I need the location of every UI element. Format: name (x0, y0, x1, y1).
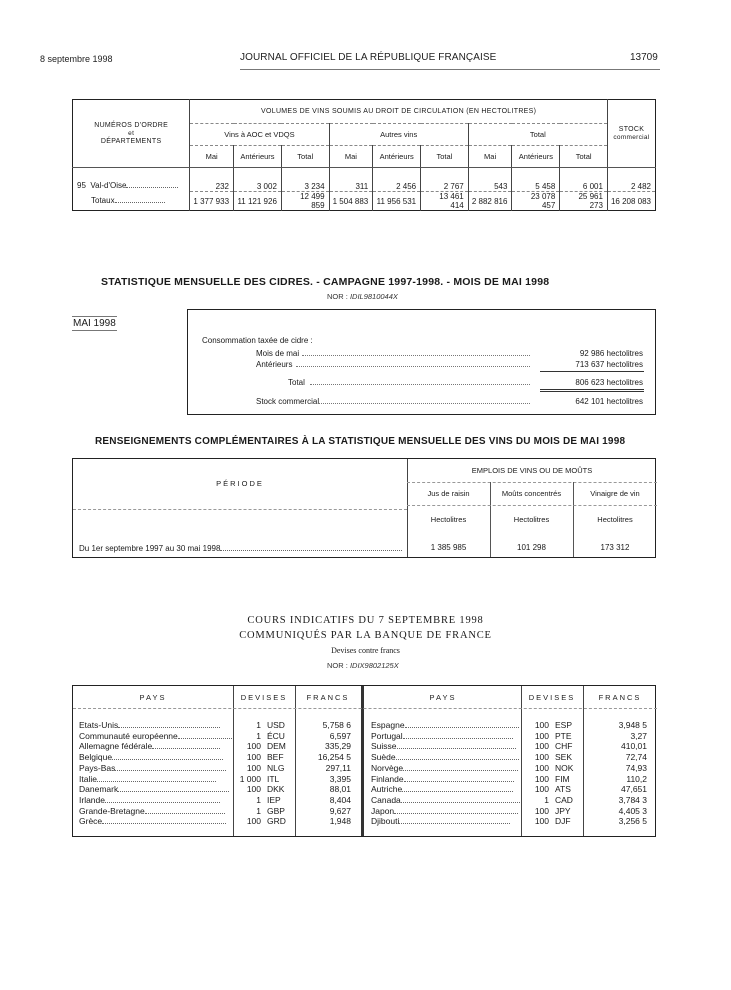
country-name (79, 816, 226, 826)
group-header: Vins à AOC et VDQS (190, 124, 329, 146)
country-label: Communauté européenne (79, 730, 178, 741)
nor-label: NOR : (327, 292, 348, 301)
group-header: Total (468, 124, 607, 146)
quantity: 100 (534, 773, 549, 784)
leader-dots (296, 360, 530, 367)
nor-code: IDIL9810044X (349, 292, 398, 301)
cell: 3 002 (234, 168, 282, 192)
period-text: Du 1er septembre 1997 au 30 mai 1998 (79, 544, 221, 553)
leader-dots (310, 378, 530, 385)
cell: 1 504 883 (329, 192, 373, 211)
currency-code: JPY (555, 805, 571, 816)
currency-code: DJF (555, 816, 571, 827)
rate-value: 3,784 3 (618, 794, 647, 805)
cidre-section-title: STATISTIQUE MENSUELLE DES CIDRES. - CAMPAGNE 1997-1998. - MOIS DE MAI 1998 (101, 276, 550, 288)
rate-value: 9,627 (329, 805, 351, 816)
rate-value: 110,2 (626, 773, 647, 784)
cidre-line-value (575, 397, 643, 406)
row-header-line: NUMÉROS D'ORDRE (94, 122, 169, 129)
country-label: Japon (371, 805, 395, 816)
value-cell: 173 312 (600, 543, 630, 552)
group-header: EMPLOIS DE VINS OU DE MOÛTS (471, 466, 593, 475)
country-label: Suisse (371, 741, 397, 752)
nor-label: NOR : (327, 661, 348, 670)
rate-value: 335,29 (325, 741, 351, 752)
divider (407, 505, 657, 506)
country-name (371, 816, 510, 826)
cell: 2 882 816 (468, 192, 512, 211)
quantity: 100 (534, 730, 549, 741)
cell: 3 234 (281, 168, 329, 192)
currency-code: ÉCU (267, 730, 285, 741)
quantity: 100 (534, 816, 549, 827)
month-label: MAI 1998 (73, 318, 116, 329)
country-label: Belgique (79, 752, 113, 763)
country-name (79, 784, 229, 794)
country-name (371, 752, 519, 762)
devises-header: DEVISES (528, 693, 576, 702)
rate-value: 3,27 (630, 730, 647, 741)
row-header (73, 100, 190, 168)
rate-value: 16,254 5 (317, 752, 351, 763)
cell: 23 078 457 (512, 192, 560, 211)
unit: hectolitres (606, 378, 643, 387)
country-label: Pays-Bas (79, 762, 116, 773)
cidre-line-value (580, 349, 643, 358)
rate-value: 3,948 5 (618, 720, 647, 730)
cours-title-2: COMMUNIQUÉS PAR LA BANQUE DE FRANCE (239, 630, 492, 641)
cell: 1 377 933 (190, 192, 234, 211)
cell: 2 767 (421, 168, 469, 192)
row-header-line: et (128, 130, 135, 137)
cidre-line-value (575, 378, 643, 387)
cidre-line-label: Antérieurs (256, 360, 293, 369)
cell: 11 956 531 (373, 192, 421, 211)
value: 92 986 (579, 349, 605, 358)
cidre-line-value (575, 360, 643, 369)
country-name (371, 763, 518, 773)
unit: hectolitres (606, 349, 643, 358)
total-rule (540, 389, 644, 392)
row-label (73, 168, 190, 192)
rate-value: 5,758 6 (322, 720, 351, 730)
country-label: Djibouti (371, 816, 400, 827)
stock-header-line: STOCK (618, 125, 645, 133)
col-header: Moûts concentrés (501, 489, 562, 498)
currency-code: USD (267, 720, 285, 730)
row-header-line: DÉPARTEMENTS (100, 138, 162, 145)
unit-label: Hectolitres (513, 515, 550, 524)
rate-value: 6,597 (329, 730, 351, 741)
group-header: Autres vins (329, 124, 468, 146)
stock-header-line: commercial (613, 133, 650, 141)
currency-code: FIM (555, 773, 570, 784)
pays-header: PAYS (139, 693, 167, 702)
cours-subtitle: Devises contre francs (331, 646, 400, 655)
quantity: 100 (246, 741, 261, 752)
country-name (371, 784, 513, 794)
col-header: Antérieurs (512, 146, 560, 168)
country-label: Autriche (371, 784, 403, 795)
francs-header: FRANCS (306, 693, 350, 702)
rate-value: 72,74 (625, 752, 647, 763)
col-header: Total (560, 146, 608, 168)
col-header: Total (281, 146, 329, 168)
col-header: Total (421, 146, 469, 168)
quantity: 100 (534, 784, 549, 795)
currency-code: ESP (555, 720, 573, 730)
unit: hectolitres (606, 397, 643, 406)
publication-date: 8 septembre 1998 (40, 54, 113, 64)
rate-value: 47,651 (621, 784, 647, 795)
currency-code: SEK (555, 752, 573, 763)
country-label: Portugal (371, 730, 403, 741)
divider (73, 509, 407, 510)
period-row-label (79, 544, 402, 553)
divider (407, 482, 657, 483)
country-name (79, 763, 226, 773)
country-name (371, 720, 519, 730)
country-name (79, 720, 220, 730)
col-header: Antérieurs (234, 146, 282, 168)
quantity: 1 (256, 730, 261, 741)
quantity: 100 (534, 752, 549, 763)
rate-value: 297,11 (325, 762, 351, 773)
country-label: Canada (371, 794, 401, 805)
currency-code: GBP (267, 805, 285, 816)
cours-title-1: COURS INDICATIFS DU 7 SEPTEMBRE 1998 (247, 615, 484, 626)
cell: 16 208 083 (607, 192, 655, 211)
rate-value: 1,948 (329, 816, 351, 827)
country-name (371, 774, 514, 784)
leader-dots (302, 349, 530, 356)
quantity: 100 (246, 752, 261, 763)
totals-label: Totaux (91, 196, 115, 206)
header-rule (240, 69, 660, 70)
col-header: Vinaigre de vin (590, 489, 640, 498)
quantity: 1 000 (239, 773, 261, 784)
value: 806 623 (575, 378, 605, 387)
cidre-line-label: Total (288, 378, 305, 387)
currency-code: ATS (555, 784, 571, 795)
country-name (79, 741, 220, 751)
quantity: 1 (256, 805, 261, 816)
country-label: Irlande (79, 794, 105, 805)
dept-number: 95 (77, 180, 86, 190)
currency-code: DKK (267, 784, 285, 795)
unit-label: Hectolitres (597, 515, 633, 524)
country-label: Espagne (371, 720, 405, 730)
table-row (73, 168, 656, 192)
country-name (371, 731, 513, 741)
rate-value: 8,404 (329, 794, 351, 805)
rate-value: 410,01 (621, 741, 647, 752)
country-name (371, 741, 516, 751)
cell: 5 458 (512, 168, 560, 192)
quantity: 100 (534, 805, 549, 816)
cidre-intro: Consommation taxée de cidre : (202, 336, 313, 345)
rate-value: 3,395 (329, 773, 351, 784)
currency-code: IEP (267, 794, 281, 805)
rate-value: 88,01 (329, 784, 351, 795)
cell: 2 456 (373, 168, 421, 192)
quantity: 1 (256, 720, 261, 730)
col-header: Mai (190, 146, 234, 168)
cours-nor (327, 661, 399, 670)
period-header: PÉRIODE (216, 479, 264, 488)
cell: 232 (190, 168, 234, 192)
cidre-line-label: Mois de mai (256, 349, 300, 358)
country-name (79, 806, 225, 816)
country-label: Italie (79, 773, 97, 784)
dept-name: Val-d'Oise (90, 180, 127, 190)
currency-code: BEF (267, 752, 284, 763)
col-header: Antérieurs (373, 146, 421, 168)
nor-code: IDIX9802125X (349, 661, 399, 670)
group-title: VOLUMES DE VINS SOUMIS AU DROIT DE CIRCULATION (EN HECTOLITRES) (190, 100, 608, 124)
leader-dots (319, 397, 530, 404)
currency-code: GRD (267, 816, 286, 827)
stock-header (607, 100, 655, 168)
wine-volumes-table (72, 99, 656, 211)
quantity: 100 (246, 816, 261, 827)
value-cell: 101 298 (517, 543, 546, 552)
cell: 2 482 (607, 168, 655, 192)
devises-header: DEVISES (240, 693, 288, 702)
table-row (73, 192, 656, 211)
value-cell: 1 385 985 (430, 543, 467, 552)
col-header: Mai (329, 146, 373, 168)
currency-code: CHF (555, 741, 573, 752)
quantity: 100 (534, 762, 549, 773)
country-name (79, 752, 223, 762)
country-label: Suède (371, 752, 396, 763)
col-header: Mai (468, 146, 512, 168)
journal-title: JOURNAL OFFICIEL DE LA RÉPUBLIQUE FRANÇAISE (240, 52, 497, 63)
exchange-rates-table (72, 685, 656, 837)
currency-code: NLG (267, 762, 285, 773)
rate-value: 3,256 5 (618, 816, 647, 827)
country-label: Finlande (371, 773, 404, 784)
country-label: Grèce (79, 816, 103, 827)
country-label: Etats-Unis (79, 720, 119, 730)
unit-label: Hectolitres (430, 515, 467, 524)
country-name (371, 806, 518, 816)
country-name (371, 795, 520, 805)
currency-code: NOK (555, 762, 574, 773)
cell: 311 (329, 168, 373, 192)
country-label: Norvège (371, 762, 404, 773)
cell: 11 121 926 (234, 192, 282, 211)
country-label: Allemagne fédérale (79, 741, 153, 752)
rate-value: 74,93 (625, 762, 647, 773)
quantity: 100 (246, 784, 261, 795)
col-header: Jus de raisin (427, 489, 470, 498)
currency-code: PTE (555, 730, 572, 741)
complement-section-title: RENSEIGNEMENTS COMPLÉMENTAIRES À LA STATISTIQUE MENSUELLE DES VINS DU MOIS DE MAI 1998 (95, 436, 626, 447)
complement-table (72, 458, 656, 558)
quantity: 1 (544, 794, 549, 805)
country-label: Danemark (79, 784, 119, 795)
value: 642 101 (575, 397, 605, 406)
sum-rule (540, 371, 644, 372)
unit: hectolitres (606, 360, 643, 369)
cell: 6 001 (560, 168, 608, 192)
pays-header: PAYS (429, 693, 457, 702)
value: 713 637 (575, 360, 605, 369)
cell: 543 (468, 168, 512, 192)
row-label (73, 192, 190, 211)
francs-header: FRANCS (598, 693, 642, 702)
quantity: 100 (534, 741, 549, 752)
cell: 25 961 273 (560, 192, 608, 211)
country-name (79, 731, 232, 741)
cidre-nor (327, 292, 398, 301)
country-name (79, 774, 216, 784)
cell: 12 499 859 (281, 192, 329, 211)
header-divider (73, 708, 657, 709)
cell: 13 461 414 (421, 192, 469, 211)
currency-code: ITL (267, 773, 280, 784)
cidre-line-label: Stock commercial (256, 397, 320, 406)
quantity: 100 (534, 720, 549, 730)
rate-value: 4,405 3 (618, 805, 647, 816)
country-name (79, 795, 220, 805)
currency-code: DEM (267, 741, 286, 752)
page-number: 13709 (630, 52, 658, 63)
currency-code: CAD (555, 794, 573, 805)
cidre-box (187, 309, 656, 415)
quantity: 1 (256, 794, 261, 805)
country-label: Grande-Bretagne (79, 805, 145, 816)
quantity: 100 (246, 762, 261, 773)
